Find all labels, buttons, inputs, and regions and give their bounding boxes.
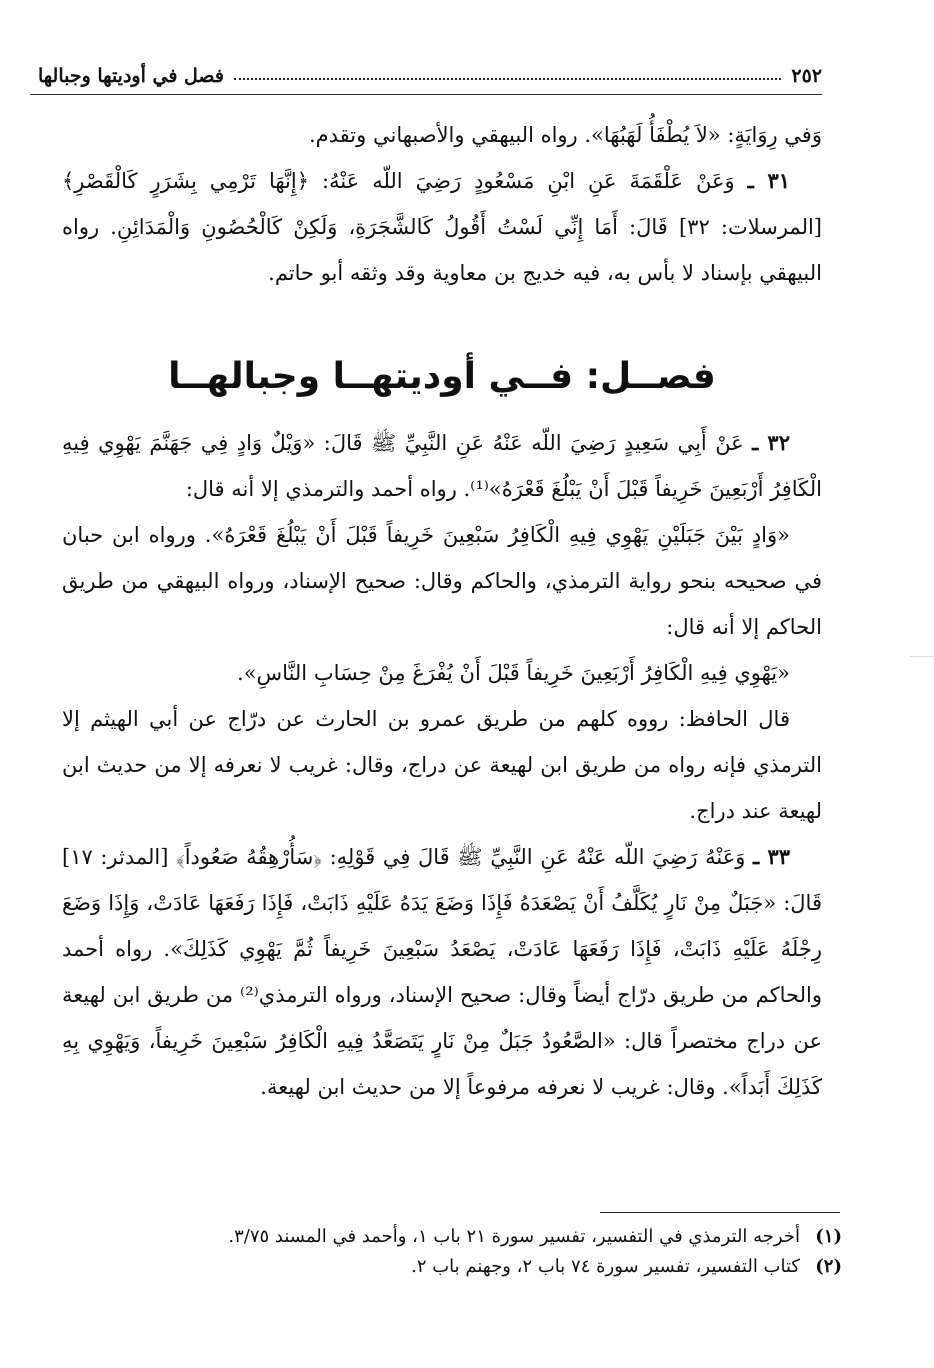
footnote-number: (٢) xyxy=(815,1256,842,1277)
paragraph-text: وَعَنْ عَلْقَمَةَ عَنِ ابْنِ مَسْعُودٍ رَضِيَ اللّه عَنْهُ: ﴿إِنَّهَا تَرْمِي بِشَرَرٍ كَالْقَصْرِ﴾ [المرسلات: ٣٢] قَالَ: أَمَا إِنِّي لَسْتُ أَقُولُ كَالشَّجَرَةِ، وَلَكِنْ كَالْحُصُونِ وَالْمَدَائِنِ. رواه البيهقي بإسناد لا بأس به، فيه خديج بن معاوية وقد وثقه أبو حاتم. xyxy=(62,169,822,285)
page-header xyxy=(38,62,822,90)
paragraph-text: «وَادٍ بَيْنَ جَبَلَيْنِ يَهْوِي فِيهِ الْكَافِرُ سَبْعِينَ خَرِيفاً قَبْلَ أَنْ يَبْلُغَ قَعْرَهُ». ورواه ابن حبان في صحيحه بنحو رواية الترمذي، والحاكم وقال: صحيح الإسناد، ورواه البيهقي من طريق الحاكم إلا أنه قال: xyxy=(62,523,822,639)
running-title: فصل في أوديتها وجبالها xyxy=(38,65,224,87)
footnote-number: (١) xyxy=(815,1226,842,1247)
paragraph-text: عَنْ أَبِي سَعِيدٍ رَضِيَ اللّه عَنْهُ عَنِ النَّبِيِّ ﷺ قَالَ: «وَيْلٌ وَادٍ فِي جَهَنَّمَ يَهْوِي فِيهِ الْكَافِرُ أَرْبَعِينَ خَرِيفاً قَبْلَ أَنْ يَبْلُغَ قَعْرَهُ»⁽¹⁾. رواه أحمد والترمذي إلا أنه قال: xyxy=(62,431,822,501)
paragraph xyxy=(62,512,822,650)
paragraph xyxy=(62,158,822,296)
hadith-number: ٣٣ ـ xyxy=(753,844,790,869)
footnote-text: أخرجه الترمذي في التفسير، تفسير سورة ٢١ باب ١، وأحمد في المسند ٣/٧٥. xyxy=(228,1226,800,1247)
footnote xyxy=(100,1222,842,1252)
paragraph xyxy=(62,650,822,696)
section-heading: فصــل: فــي أوديتهــا وجبالهــا xyxy=(168,356,716,397)
top-text-block xyxy=(62,112,822,296)
footnotes xyxy=(100,1222,842,1282)
main-text-block xyxy=(62,420,822,1110)
paragraph-text: «يَهْوِي فِيهِ الْكَافِرُ أَرْبَعِينَ خَرِيفاً قَبْلَ أَنْ يُفْرَغَ مِنْ حِسَابِ النَّاسِ». xyxy=(237,661,790,685)
paragraph xyxy=(62,834,822,1110)
scan-mark xyxy=(910,656,934,657)
paragraph-text: وَعَنْهُ رَضِيَ اللّه عَنْهُ عَنِ النَّبِيِّ ﷺ قَالَ فِي قَوْلِهِ: ﴿سَأُرْهِقُهُ صَعُوداً﴾ [المدثر: ١٧] قَالَ: «جَبَلٌ مِنْ نَارٍ يُكَلَّفُ أَنْ يَصْعَدَهُ فَإِذَا وَضَعَ يَدَهُ عَلَيْهِ ذَابَتْ، فَإِذَا رَفَعَهَا عَادَتْ، وَإِذَا وَضَعَ رِجْلَهُ عَلَيْهِ ذَابَتْ، فَإِذَا رَفَعَهَا عَادَتْ، يَصْعَدُ سَبْعِينَ خَرِيفاً ثُمَّ يَهْوِي كَذَلِكَ». رواه أحمد والحاكم من طريق درّاج أيضاً وقال: صحيح الإسناد، ورواه الترمذي⁽²⁾ من طريق ابن لهيعة عن دراج مختصراً قال: «الصَّعُودُ جَبَلٌ مِنْ نَارٍ يَتَصَعَّدُ فِيهِ الْكَافِرُ سَبْعِينَ خَرِيفاً، وَيَهْوِي بِهِ كَذَلِكَ أَبَداً». وقال: غريب لا نعرفه مرفوعاً إلا من حديث ابن لهيعة. xyxy=(62,845,822,1099)
paragraph xyxy=(62,420,822,512)
paragraph xyxy=(62,112,822,158)
header-rule xyxy=(30,94,822,95)
header-dot-leader xyxy=(234,78,781,80)
hadith-number: ٣٢ ـ xyxy=(752,430,790,455)
page-number: ٢٥٢ xyxy=(791,65,822,87)
paragraph xyxy=(62,696,822,834)
footnote-rule xyxy=(600,1212,840,1213)
footnote xyxy=(100,1252,842,1282)
footnote-text: كتاب التفسير، تفسير سورة ٧٤ باب ٢، وجهنم باب ٢. xyxy=(411,1256,800,1277)
hadith-number: ٣١ ـ xyxy=(747,168,790,193)
paragraph-text: قال الحافظ: رووه كلهم من طريق عمرو بن الحارث عن درّاج عن أبي الهيثم إلا الترمذي فإنه رواه من طريق ابن لهيعة عن دراج، وقال: غريب لا نعرفه إلا من حديث ابن لهيعة عند دراج. xyxy=(62,707,822,823)
paragraph-text: وَفي رِوَايَةٍ: «لاَ يُطْفَأُ لَهَبُهَا». رواه البيهقي والأصبهاني وتقدم. xyxy=(308,123,822,147)
